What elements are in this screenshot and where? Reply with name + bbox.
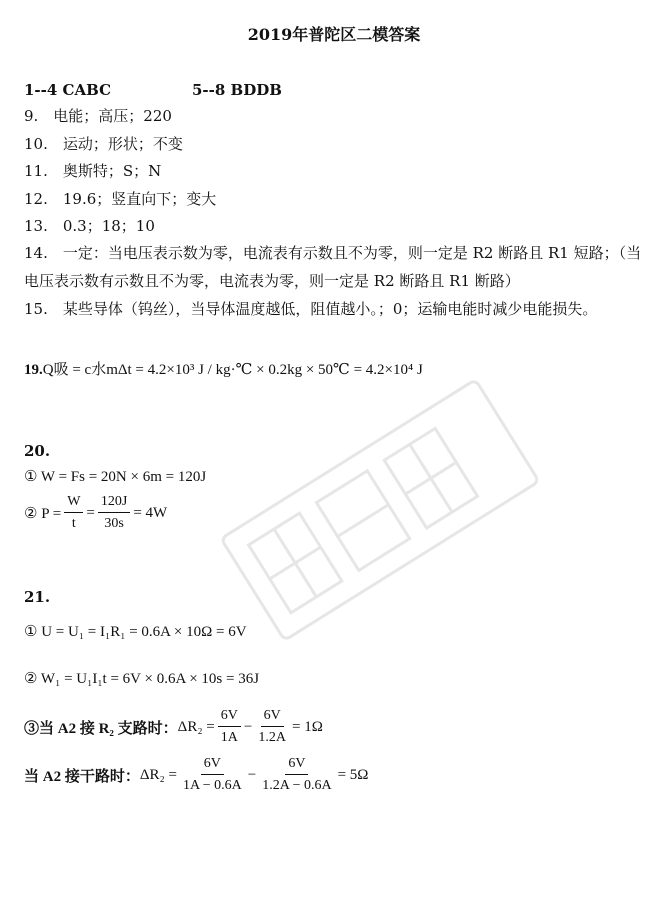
q21-step4: 当 A2 接干路时： ΔR₂ = $\frac{6V}{1A - 0.6A}$ − $\frac{6V}{1.2A - 0.6A}$ = 5Ω [24,756,369,793]
fraction-numerator: 120J [98,494,130,513]
fraction-denominator: 1.2A [258,730,286,745]
answer-q11: 11. 奥斯特；S；N [24,162,162,180]
page-title: 2019年普陀区二模答案 [247,25,421,44]
q21-step2: ② W₁ = U₁I₁t = 6V × 0.6A × 10s = 36J [24,671,260,687]
fraction-numerator: 6V [201,756,224,775]
fraction-120j-over-30s [98,494,130,532]
fraction-numerator: 6V [285,756,308,775]
watermark-seal [190,330,570,690]
fraction-numerator: 6V [218,708,241,727]
answer-q13: 13. 0.3；18；10 [24,217,155,235]
q20-step2-result: = 4W [133,504,168,521]
q19-label: 19. [24,362,43,378]
fraction-6v-over-1-2a [255,708,289,746]
fraction-denominator: 30s [104,516,124,531]
answer-q14-line1: 14. 一定：当电压表示数为零，电流表有示数且不为零，则一定是 R2 断路且 R1 短路；（当 [24,244,642,262]
q21-step4-lhs: ΔR₂ = [139,766,177,783]
fraction-w-over-t [64,494,83,532]
answer-q10: 10. 运动；形状；不变 [24,135,183,153]
q21-label: 21. [24,588,51,606]
answer-q14-line2: 电压表示数有示数且不为零，电流表为零，则一定是 R2 断路且 R1 断路） [24,272,520,290]
q20-step1: ① W = Fs = 20N × 6m = 120J [24,469,207,485]
fraction-numerator: 6V [261,708,284,727]
q21-step3-lhs: ΔR₂ = [177,718,215,735]
q21-step4-prefix: 当 A2 接干路时： [24,768,140,785]
fraction-6v-over-0-6a [259,756,334,794]
fraction-denominator: 1A − 0.6A [182,778,242,793]
answer-mc-1-4: 1--4 CABC [24,81,112,99]
q21-step3-result: = 1Ω [291,718,323,735]
q21-step3: ③当 A2 接 R₂ 支路时： ΔR₂ = $\frac{6V}{1A}$ − $\frac{6V}{1.2A}$ = 1Ω [24,708,323,745]
q21-step4-result: = 5Ω [337,766,369,783]
fraction-denominator: 1A [220,730,238,745]
answer-q9: 9. 电能；高压；220 [24,107,172,125]
fraction-numerator: W [64,494,83,513]
answer-mc-5-8: 5--8 BDDB [192,81,282,99]
fraction-denominator: 1.2A − 0.6A [262,778,332,793]
q19-formula: Q吸 = c水mΔt = 4.2×10³ J / kg·℃ × 0.2kg × 50℃ = 4.2×10⁴ J [42,362,423,378]
q21-step1: ① U = U₁ = I₁R₁ = 0.6A × 10Ω = 6V [24,624,247,640]
answer-q15: 15. 某些导体（钨丝），当导体温度越低，阻值越小。；0；运输电能时减少电能损失。 [24,300,598,318]
fraction-denominator: t [71,516,76,531]
q20-label: 20. [24,442,51,460]
answer-q12: 12. 19.6；竖直向下；变大 [24,190,217,208]
q21-step3-prefix: ③当 A2 接 R₂ 支路时： [24,720,178,737]
q20-step2-prefix: ② P = [24,505,62,522]
answer-q19 [24,363,423,378]
q20-step2: ② P = $\frac{W}{t}$ = $\frac{120J}{30s}$ = 4W [24,494,168,531]
fraction-6v-over-0-4a [180,756,245,794]
fraction-6v-over-1a [218,708,241,746]
